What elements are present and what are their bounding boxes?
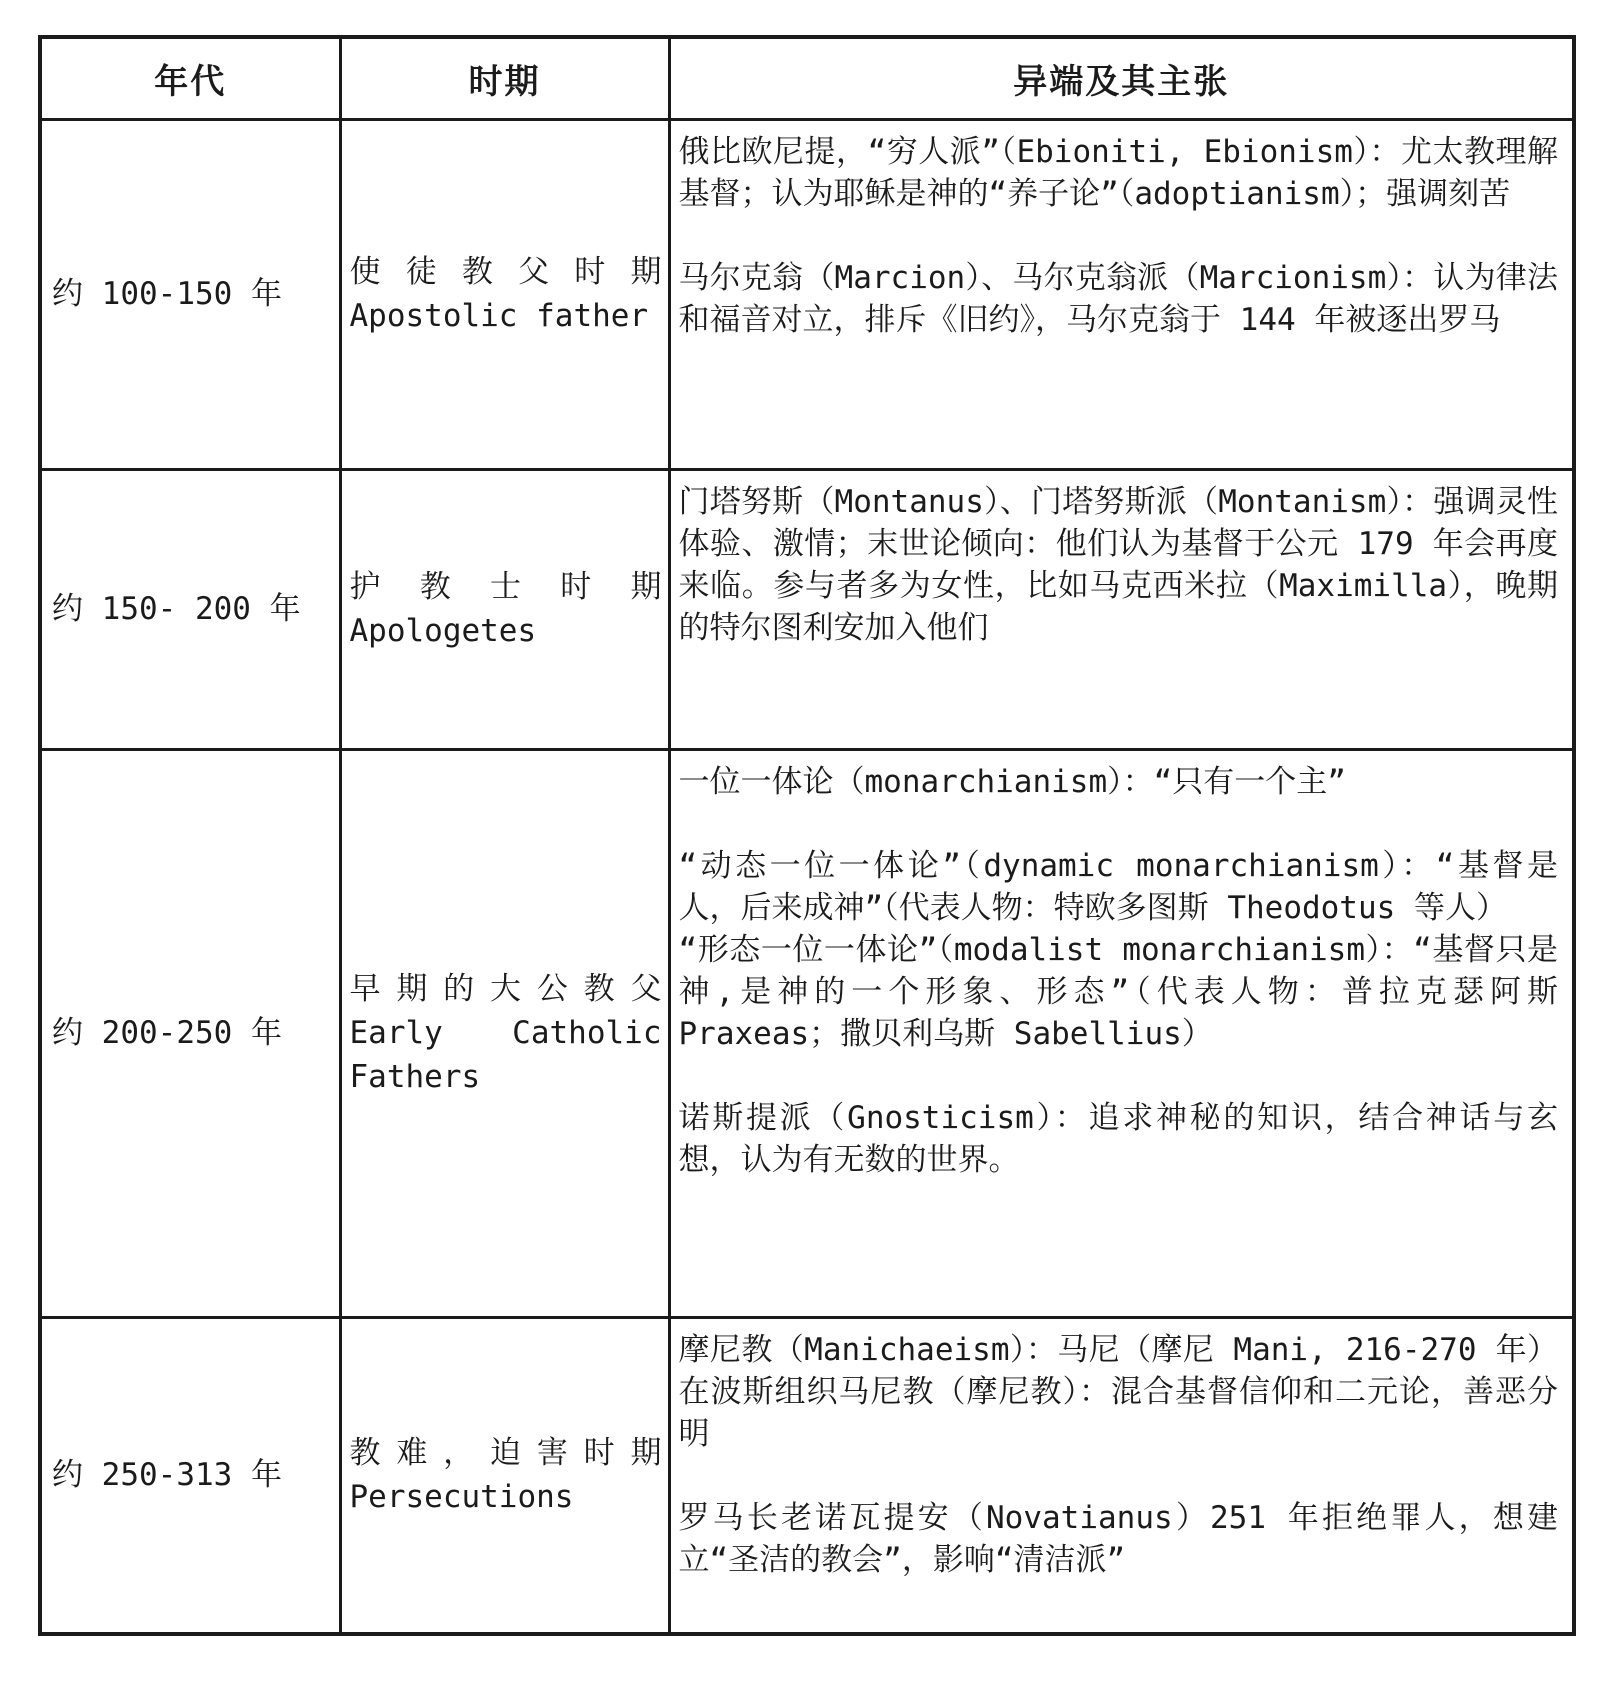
claim-paragraph: 一位一体论（monarchianism）：“只有一个主” [678,763,1346,800]
period-zh: 教难，迫害时期 [349,1435,662,1472]
table-row-persecutions [40,1317,1574,1634]
period-cell [340,1317,669,1634]
table-header [40,37,1574,119]
claim-paragraph: 门塔努斯（Montanus）、门塔努斯派（Montanism）：强调灵性体验、激情；末世论倾向：他们认为基督于公元 179 年会再度来临。参与者多为女性，比如马克西米拉（Maximilla），晚期的特尔图利安加入他们 [678,483,1558,646]
column-header-era: 年代 [40,37,340,119]
column-header-period: 时期 [340,37,669,119]
table-row-early-catholic-fathers [40,749,1574,1317]
period-zh: 使徒教父时期 [349,254,662,290]
table-row-apostolic-fathers [40,119,1574,469]
period-en: Early Catholic Fathers [349,1015,662,1095]
claim-paragraph: “形态一位一体论”（modalist monarchianism）：“基督只是神,是神的一个形象、形态”（代表人物：普拉克瑟阿斯 Praxeas；撒贝利乌斯 Sabellius） [678,931,1558,1052]
period-cell [340,469,669,749]
table-row-apologetes [40,469,1574,749]
claims-cell [669,1317,1574,1634]
period-cell [340,749,669,1317]
period-en: Apostolic father [349,298,649,334]
claims-cell [669,749,1574,1317]
table-body [40,119,1574,1634]
heresies-table [38,35,1576,1636]
claim-paragraph: 俄比欧尼提，“穷人派”（Ebioniti, Ebionism）：尤太教理解基督；认为耶稣是神的“养子论”（adoptianism）；强调刻苦 [678,133,1558,212]
claims-cell [669,469,1574,749]
header-row [40,37,1574,119]
claim-paragraph: 摩尼教（Manichaeism）：马尼（摩尼 Mani, 216-270 年）在波斯组织马尼教（摩尼教）：混合基督信仰和二元论，善恶分明 [678,1331,1558,1452]
column-header-heresies: 异端及其主张 [669,37,1574,119]
claims-cell [669,119,1574,469]
period-zh: 护教士时期 [349,569,662,605]
era-cell: 约 100-150 年 [40,119,340,469]
era-cell: 约 250-313 年 [40,1317,340,1634]
claim-paragraph: 诺斯提派（Gnosticism）：追求神秘的知识，结合神话与玄想，认为有无数的世界。 [678,1099,1558,1178]
claim-paragraph: 罗马长老诺瓦提安（Novatianus）251 年拒绝罪人，想建立“圣洁的教会”，影响“清洁派” [678,1499,1558,1578]
period-en: Apologetes [349,613,537,649]
period-en: Persecutions [349,1479,574,1516]
period-cell [340,119,669,469]
claim-paragraph: “动态一位一体论”（dynamic monarchianism）：“基督是人，后来成神”（代表人物：特欧多图斯 Theodotus 等人） [678,847,1558,926]
period-zh: 早期的大公教父 [349,971,662,1007]
claim-paragraph: 马尔克翁（Marcion）、马尔克翁派（Marcionism）：认为律法和福音对立，排斥《旧约》，马尔克翁于 144 年被逐出罗马 [678,259,1558,338]
era-cell: 约 150- 200 年 [40,469,340,749]
era-cell: 约 200-250 年 [40,749,340,1317]
